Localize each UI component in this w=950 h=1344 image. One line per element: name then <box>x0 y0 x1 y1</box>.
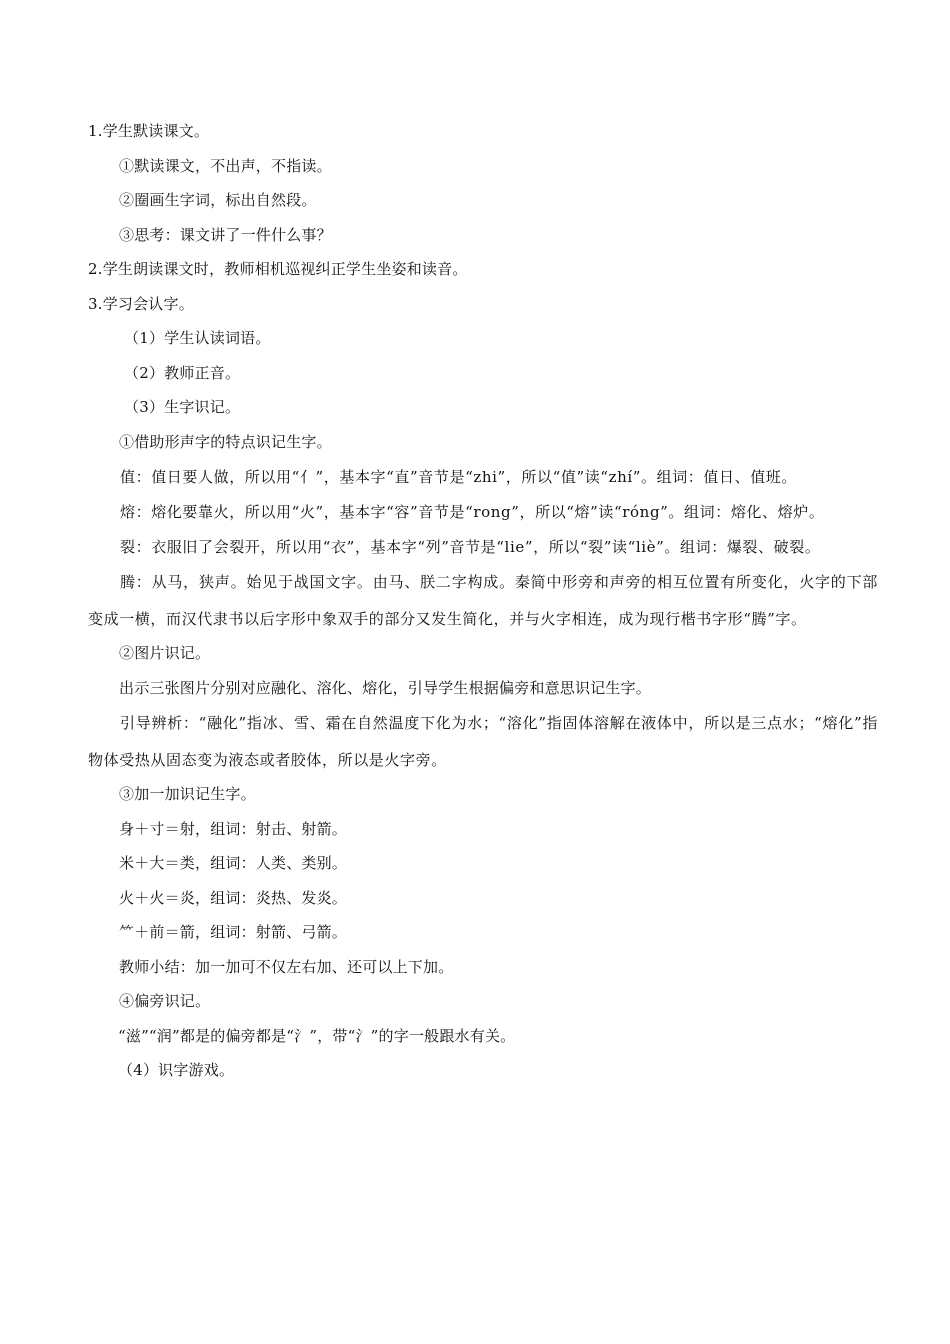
add-item-yan: 火＋火＝炎，组词：炎热、发炎。 <box>119 888 348 907</box>
step-3-sub-3: （3）生字识记。 <box>124 398 241 416</box>
step-3-sub-1: （1）学生认读词语。 <box>124 329 271 347</box>
add-item-lei: 米＋大＝类，组词：人类、类别。 <box>119 854 348 872</box>
radical-desc: “滋”“润”都是的偏旁都是“氵”，带“氵”的字一般跟水有关。 <box>118 1026 516 1045</box>
method-radical-heading: ④偏旁识记。 <box>119 992 211 1010</box>
step-3-sub-4: （4）识字游戏。 <box>118 1061 235 1079</box>
paragraph-teng: 腾：从马，狭声。始见于战国文字。由马、朕二字构成。秦简中形旁和声旁的相互位置有所变化，火字的下部变成一横，而汉代隶书以后字形中象双手的部分又发生简化，并与火字相连，成为现行楷书字形“腾”字。 <box>88 573 878 628</box>
method-picture-heading: ②图片识记。 <box>119 644 211 662</box>
step-3-heading: 3.学习会认字。 <box>88 294 194 313</box>
step-3-sub-2: （2）教师正音。 <box>124 363 241 382</box>
teacher-summary: 教师小结：加一加可不仅左右加、还可以上下加。 <box>119 957 454 976</box>
method-add-heading: ③加一加识记生字。 <box>119 785 256 803</box>
paragraph-zhi: 值：值日要人做，所以用“亻”，基本字“直”音节是“zhi”，所以“值”读“zhí”。组词：值日、值班。 <box>120 468 798 486</box>
paragraph-lie: 裂：衣服旧了会裂开，所以用“衣”，基本字“列”音节是“lie”，所以“裂”读“liè”。组词：爆裂、破裂。 <box>120 538 821 556</box>
add-item-jian: ⺮＋前＝箭，组词：射箭、弓箭。 <box>119 923 348 941</box>
step-1-item-2: ②圈画生字词，标出自然段。 <box>119 191 317 209</box>
method-picture-desc: 出示三张图片分别对应融化、溶化、熔化，引导学生根据偏旁和意思识记生字。 <box>119 678 652 697</box>
step-1-heading: 1.学生默读课文。 <box>88 122 210 140</box>
step-1-item-3: ③思考：课文讲了一件什么事？ <box>119 225 332 244</box>
paragraph-rong: 熔：熔化要靠火，所以用“火”，基本字“容”音节是“rong”，所以“熔”读“róng”。组词：熔化、熔炉。 <box>120 503 825 521</box>
method-phonetic-heading: ①借助形声字的特点识记生字。 <box>119 432 332 451</box>
paragraph-bianxi: 引导辨析：“融化”指冰、雪、霜在自然温度下化为水；“溶化”指固体溶解在液体中，所以是三点水；“熔化”指物体受热从固态变为液态或者胶体，所以是火字旁。 <box>88 714 878 769</box>
step-2-heading: 2.学生朗读课文时，教师相机巡视纠正学生坐姿和读音。 <box>88 260 468 278</box>
add-item-she: 身＋寸＝射，组词：射击、射箭。 <box>119 819 348 838</box>
document-body <box>88 114 878 1088</box>
step-1-item-1: ①默读课文，不出声，不指读。 <box>119 156 332 175</box>
